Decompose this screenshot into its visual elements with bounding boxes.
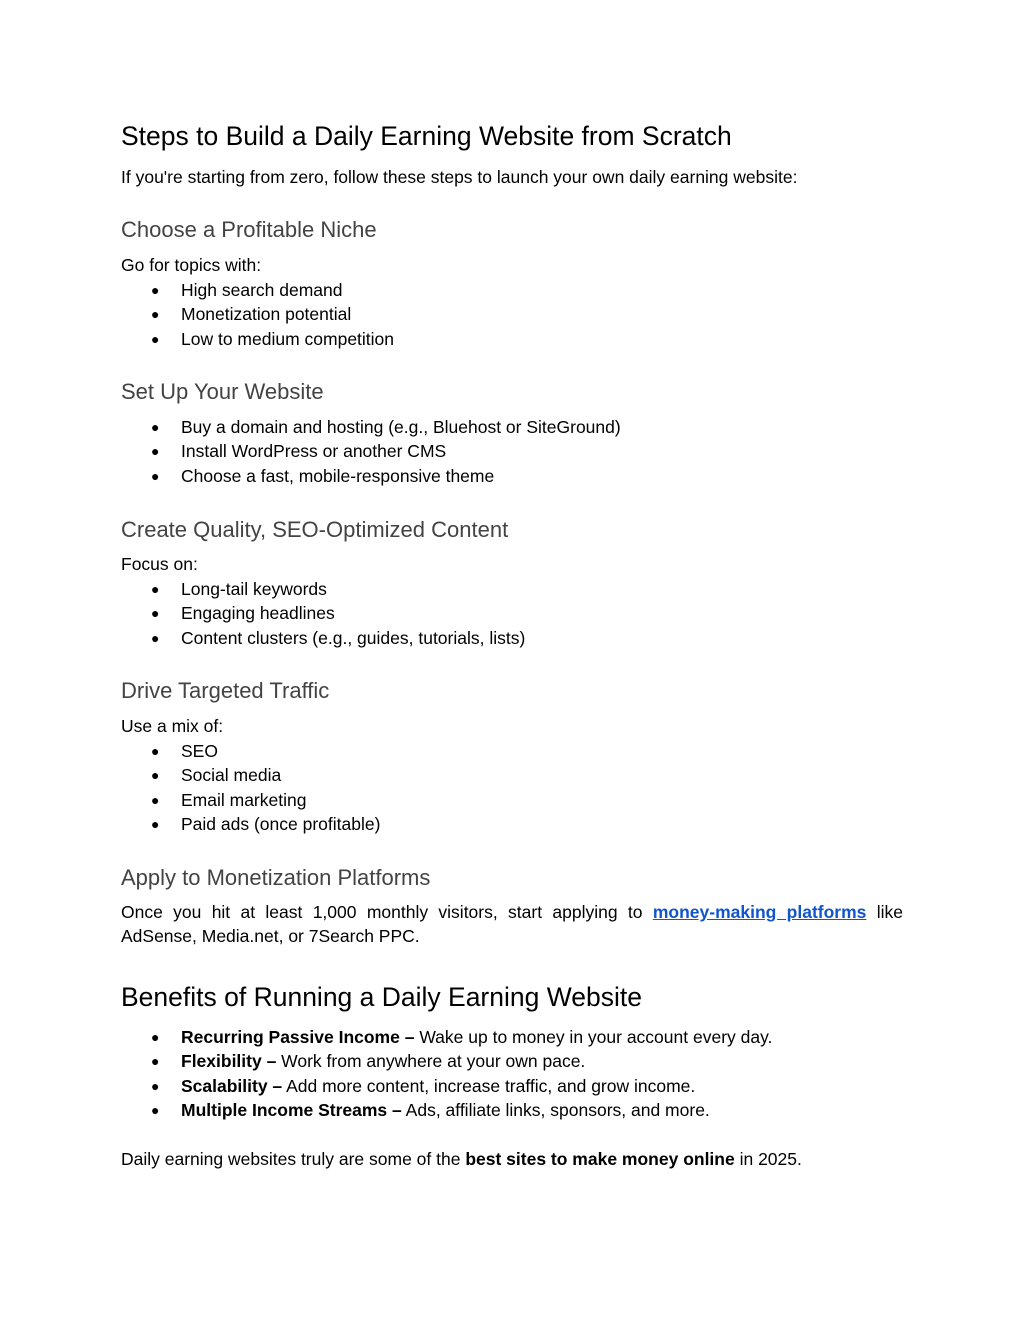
section-heading-traffic: Drive Targeted Traffic xyxy=(121,678,330,703)
list-item: ● Flexibility – Work from anywhere at your own pace. xyxy=(121,1049,772,1073)
bullet-icon: ● xyxy=(151,767,160,784)
bullet-icon: ● xyxy=(151,605,160,622)
bullet-icon: ● xyxy=(151,1077,160,1094)
setup-list xyxy=(121,415,621,488)
list-item: ● Low to medium competition xyxy=(121,327,394,351)
bullet-icon: ● xyxy=(151,629,160,646)
bullet-icon: ● xyxy=(151,815,160,832)
list-item: ● Paid ads (once profitable) xyxy=(121,812,380,836)
bullet-icon: ● xyxy=(151,791,160,808)
list-item: ● Multiple Income Streams – Ads, affiliate links, sponsors, and more. xyxy=(121,1098,772,1122)
bullet-icon: ● xyxy=(151,1029,160,1045)
section-lead-traffic: Use a mix of: xyxy=(121,716,224,736)
list-item: ● SEO xyxy=(121,739,380,763)
list-item: ● Monetization potential xyxy=(121,302,394,326)
list-item: ● Install WordPress or another CMS xyxy=(121,439,621,463)
list-item: ● Social media xyxy=(121,763,380,787)
niche-list xyxy=(121,278,394,351)
list-item: ● Choose a fast, mobile-responsive theme xyxy=(121,464,621,488)
bullet-icon: ● xyxy=(151,419,160,435)
section-heading-setup: Set Up Your Website xyxy=(121,379,324,404)
bullet-icon: ● xyxy=(151,443,160,460)
benefits-title: Benefits of Running a Daily Earning Website xyxy=(121,982,642,1012)
bullet-icon: ● xyxy=(151,282,160,298)
bullet-icon: ● xyxy=(151,330,160,347)
content-list xyxy=(121,577,525,650)
bullet-icon: ● xyxy=(151,743,160,759)
section-lead-niche: Go for topics with: xyxy=(121,255,262,275)
traffic-list xyxy=(121,739,380,836)
bullet-icon: ● xyxy=(151,467,160,484)
section-heading-content: Create Quality, SEO-Optimized Content xyxy=(121,517,509,542)
list-item: ● Email marketing xyxy=(121,788,380,812)
list-item: ● High search demand xyxy=(121,278,394,302)
bullet-icon: ● xyxy=(151,1101,160,1118)
list-item: ● Long-tail keywords xyxy=(121,577,525,601)
list-item: ● Buy a domain and hosting (e.g., Bluehost or SiteGround) xyxy=(121,415,621,439)
bullet-icon: ● xyxy=(151,306,160,323)
section-heading-niche: Choose a Profitable Niche xyxy=(121,217,377,242)
page-title: Steps to Build a Daily Earning Website from Scratch xyxy=(121,121,732,151)
list-item: ● Content clusters (e.g., guides, tutorials, lists) xyxy=(121,626,525,650)
bullet-icon: ● xyxy=(151,581,160,597)
list-item: ● Recurring Passive Income – Wake up to money in your account every day. xyxy=(121,1025,772,1049)
closing-paragraph: Daily earning websites truly are some of the best sites to make money online in 2025. xyxy=(121,1149,802,1169)
bullet-icon: ● xyxy=(151,1053,160,1070)
monetization-paragraph: Once you hit at least 1,000 monthly visitors, start applying to money-making platforms like AdSense, Media.net, or 7Search PPC. xyxy=(121,902,903,947)
list-item: ● Engaging headlines xyxy=(121,601,525,625)
list-item: ● Scalability – Add more content, increase traffic, and grow income. xyxy=(121,1074,772,1098)
intro-paragraph: If you're starting from zero, follow these steps to launch your own daily earning website: xyxy=(121,167,798,187)
benefits-list xyxy=(121,1025,772,1122)
section-heading-monetization: Apply to Monetization Platforms xyxy=(121,865,431,890)
section-lead-content: Focus on: xyxy=(121,554,198,574)
money-making-platforms-link[interactable]: money-making platforms xyxy=(652,902,867,922)
